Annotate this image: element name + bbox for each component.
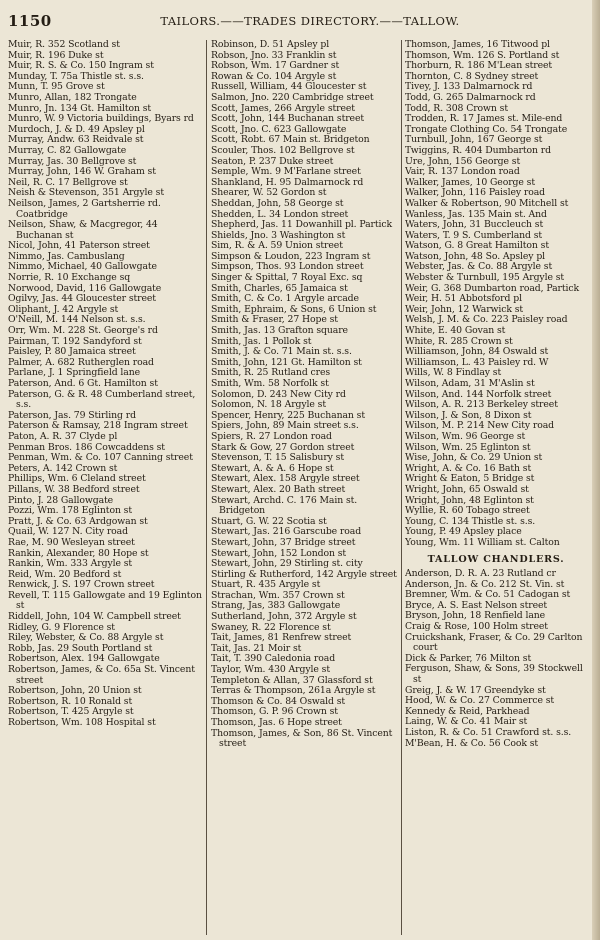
directory-entry: Pratt, J. & Co. 63 Ardgowan st	[8, 515, 148, 527]
directory-entry: Anderson, D. R. A. 23 Rutland cr	[405, 568, 556, 580]
directory-entry: Strang, Jas, 383 Gallowgate	[211, 600, 341, 612]
directory-entry: Pairman, T. 192 Sandyford st	[8, 335, 142, 347]
directory-entry: Spencer, Henry, 225 Buchanan st	[211, 409, 365, 421]
directory-entry: Paisley, P. 80 Jamaica street	[8, 346, 136, 358]
directory-entry: Muir, R. 196 Duke st	[8, 49, 104, 61]
directory-entry: Watson, John, 48 So. Apsley pl	[405, 250, 546, 262]
directory-entry: Murray, Andw. 63 Reidvale st	[8, 134, 144, 146]
directory-entry: Ure, John, 156 George st	[405, 155, 521, 167]
directory-entry: Rankin, Wm. 333 Argyle st	[8, 558, 133, 570]
directory-entry: Walker & Robertson, 90 Mitchell st	[405, 197, 569, 209]
directory-entry: Penman, Wm. & Co. 107 Canning street	[8, 452, 193, 464]
directory-entry: Wilson, Wm. 25 Eglinton st	[405, 441, 531, 453]
directory-entry: Scott, Jno. C. 623 Gallowgate	[211, 123, 347, 135]
directory-entry: Todd, R. 308 Crown st	[405, 102, 508, 114]
directory-entry: Revell, T. 115 Gallowgate and 19 Eglinton st	[8, 589, 202, 612]
directory-entry: Wise, John, & Co. 29 Union st	[405, 452, 543, 464]
directory-entry: Stark & Gow, 27 Gordon street	[211, 441, 355, 453]
directory-entry: Young, P. 49 Apsley place	[405, 526, 522, 538]
directory-entry: Spiers, R. 27 London road	[211, 430, 332, 442]
directory-entry: Stewart, John, 37 Bridge street	[211, 536, 356, 548]
directory-entry: Neilson, James, 2 Gartsherrie rd. Coatbridge	[8, 197, 161, 220]
directory-entry: Anderson, Jn. & Co. 212 St. Vin. st	[405, 578, 565, 590]
directory-entry: Rankin, Alexander, 80 Hope st	[8, 547, 149, 559]
directory-entry: Weir, H. 51 Abbotsford pl	[405, 293, 522, 305]
directory-entry: Renwick, J. S. 197 Crown street	[8, 579, 155, 591]
directory-entry: Neilson, Shaw, & Macgregor, 44 Buchanan st	[8, 219, 158, 241]
directory-entry: Pozzi, Wm. 178 Eglinton st	[8, 505, 132, 517]
directory-entry: Quail, W. 127 N. City road	[8, 526, 128, 538]
directory-entry: Sim, R. & A. 59 Union street	[211, 240, 343, 252]
directory-entry: Smith, John, 121 Gt. Hamilton st	[211, 356, 362, 368]
directory-entry: Ridley, G. 9 Florence st	[8, 621, 115, 633]
directory-entry: Smith, J. & Co. 71 Main st. s.s.	[211, 346, 352, 358]
directory-entry: Scouler, Thos. 102 Bellgrove st	[211, 144, 355, 156]
directory-entry: Wyllie, R. 60 Tobago street	[405, 505, 530, 517]
directory-entry: Murray, John, 146 W. Graham st	[8, 166, 156, 178]
directory-entry: Peters, A. 142 Crown st	[8, 462, 118, 474]
directory-entry: Smith & Fraser, 27 Hope st	[211, 314, 338, 326]
directory-entry: Cruickshank, Fraser, & Co. 29 Carlton court	[405, 631, 583, 654]
directory-entry: Russell, William, 44 Gloucester st	[211, 81, 367, 93]
directory-entry: Stirling & Rutherford, 142 Argyle street	[211, 568, 397, 580]
directory-entry: Semple, Wm. 9 M'Farlane street	[211, 166, 361, 178]
directory-entry: Shankland, H. 95 Dalmarnock rd	[211, 176, 364, 188]
directory-entry: Stewart, Alex. 20 Bath street	[211, 483, 346, 495]
directory-entry: Scott, Robt. 67 Main st. Bridgeton	[211, 134, 370, 146]
directory-entry: Wright, John, 48 Eglinton st	[405, 494, 534, 506]
directory-entry: Thomson, Wm. 126 S. Portland st	[405, 49, 560, 61]
directory-entry: Murray, Jas. 30 Bellgrove st	[8, 155, 137, 167]
directory-entry: Taylor, Wm. 430 Argyle st	[211, 664, 330, 676]
directory-entry: Wilson, Wm. 96 George st	[405, 430, 526, 442]
directory-entry: Wilson, And. 144 Norfolk street	[405, 388, 552, 400]
directory-entry: Nimmo, Michael, 40 Gallowgate	[8, 261, 157, 273]
page-number: 1150	[8, 12, 52, 30]
directory-entry: Stuart, G. W. 22 Scotia st	[211, 515, 327, 527]
directory-entry: Wilson, Adam, 31 M'Aslin st	[405, 378, 535, 389]
section-heading: TALLOW CHANDLERS.	[427, 553, 565, 565]
directory-entry: Phillips, Wm. 6 Cleland street	[8, 473, 146, 485]
directory-entry: Strachan, Wm. 357 Crown st	[211, 589, 345, 601]
directory-entry: Thomson, G. P. 96 Crown st	[211, 706, 338, 718]
directory-entry: M'Bean, H. & Co. 56 Cook st	[405, 737, 539, 749]
directory-entry: Templeton & Allan, 37 Glassford st	[211, 674, 373, 686]
directory-entry: Shedden, L. 34 London street	[211, 208, 349, 220]
directory-entry: Munro, W. 9 Victoria buildings, Byars rd	[8, 113, 194, 125]
directory-entry: Twiggins, R. 404 Dumbarton rd	[405, 144, 551, 156]
directory-entry: Tivey, J. 133 Dalmarnock rd	[405, 81, 533, 93]
directory-entry: Stewart, John, 29 Stirling st. city	[211, 558, 363, 570]
directory-entry: Riley, Webster, & Co. 88 Argyle st	[8, 632, 164, 644]
directory-entry: Hood, W. & Co. 27 Commerce st	[405, 695, 555, 707]
directory-entry: Ferguson, Shaw, & Sons, 39 Stockwell st	[405, 663, 583, 686]
directory-entry: Nimmo, Jas. Cambuslang	[8, 250, 125, 262]
directory-entry: Stewart, John, 152 London st	[211, 547, 347, 559]
directory-entry: Parlane, J. 1 Springfield lane	[8, 367, 141, 379]
directory-entry: Laing, W. & Co. 41 Mair st	[405, 716, 528, 728]
directory-entry: Williamson, L. 43 Paisley rd. W	[405, 356, 549, 368]
directory-entry: Craig & Rose, 100 Holm street	[405, 621, 548, 633]
directory-entry: Walker, John, 116 Paisley road	[405, 187, 545, 199]
directory-entry: Todd, G. 265 Dalmarnock rd	[405, 91, 536, 103]
directory-entry: Bryce, A. S. East Nelson street	[405, 599, 548, 611]
directory-entry: Muir, R. S. & Co. 150 Ingram st	[8, 60, 154, 72]
directory-entry: Turnbull, John, 167 George st	[405, 134, 543, 146]
directory-entry: Munn, T. 95 Grove st	[8, 81, 105, 93]
directory-entry: Murdoch, J. & D. 49 Apsley pl	[8, 123, 145, 135]
directory-entry: Waters, T. 9 S. Cumberland st	[405, 229, 543, 241]
directory-entry: Sheddan, John, 58 George st	[211, 197, 344, 209]
directory-entry: Singer & Spittal, 7 Royal Exc. sq	[211, 272, 363, 284]
directory-entry: Webster & Turnbull, 195 Argyle st	[405, 272, 565, 284]
directory-entry: Young, C. 134 Thistle st. s.s.	[405, 515, 536, 527]
directory-entry: Robertson, Wm. 108 Hospital st	[8, 717, 156, 728]
directory-entry: Norrie, R. 10 Exchange sq	[8, 272, 131, 284]
directory-entry: Rowan & Co. 104 Argyle st	[211, 70, 337, 82]
directory-entry: Solomon, D. 243 New City rd	[211, 388, 346, 400]
directory-entry: Salmon, Jno. 220 Cambridge street	[211, 91, 374, 103]
directory-entry: Wills, W. 8 Findlay st	[405, 367, 502, 379]
directory-entry: Shields, Jno. 3 Washington st	[211, 229, 346, 241]
directory-entry: Thomson & Co. 84 Oswald st	[211, 695, 346, 707]
directory-entry: Pinto, J. 28 Gallowgate	[8, 494, 114, 506]
directory-entry: Shearer, W. 52 Gordon st	[211, 187, 327, 199]
directory-entry: Bryson, John, 18 Renfield lane	[405, 610, 546, 622]
directory-entry: Tait, Jas. 21 Moir st	[211, 642, 302, 654]
directory-entry: Robson, Jno. 33 Franklin st	[211, 49, 337, 61]
directory-entry: Bremner, Wm. & Co. 51 Cadogan st	[405, 589, 571, 601]
directory-entry: Sutherland, John, 372 Argyle st	[211, 611, 357, 623]
directory-entry: Kennedy & Reid, Parkhead	[405, 705, 530, 717]
directory-entry: Stewart, Alex. 158 Argyle street	[211, 473, 360, 485]
directory-entry: Smith, R. 25 Rutland cres	[211, 367, 331, 379]
directory-entry: Robb, Jas. 29 South Portland st	[8, 642, 153, 654]
directory-entry: Scott, John, 144 Buchanan street	[211, 113, 364, 125]
directory-entry: Stuart, R. 435 Argyle st	[211, 579, 321, 591]
directory-entry: Stewart, Archd. C. 176 Main st. Bridgeton	[211, 494, 358, 517]
directory-entry: Munday, T. 75a Thistle st. s.s.	[8, 70, 144, 82]
directory-entry: Pillans, W. 38 Bedford street	[8, 483, 140, 495]
directory-entry: Liston, R. & Co. 51 Crawford st. s.s.	[405, 727, 572, 738]
directory-entry: Robertson, James, & Co. 65a St. Vincent street	[8, 664, 195, 686]
directory-entry: Munro, Jn. 134 Gt. Hamilton st	[8, 102, 152, 114]
directory-entry: Terras & Thompson, 261a Argyle st	[211, 685, 376, 697]
directory-entry: Simpson & Loudon, 223 Ingram st	[211, 250, 371, 262]
directory-entry: Weir, John, 12 Warwick st	[405, 303, 524, 315]
directory-entry: Trongate Clothing Co. 54 Trongate	[405, 123, 568, 135]
directory-entry: White, R. 285 Crown st	[405, 335, 513, 347]
column-1	[8, 40, 202, 935]
directory-entry: Stewart, Jas. 216 Garscube road	[211, 526, 362, 538]
directory-entry: Vair, R. 137 London road	[405, 166, 520, 178]
directory-entry: Neish & Stevenson, 351 Argyle st	[8, 187, 164, 199]
directory-entry: Wright, A. & Co. 16 Bath st	[405, 462, 532, 474]
directory-entry: Reid, Wm. 20 Bedford st	[8, 568, 122, 580]
directory-entry: Thomson, Jas. 6 Hope street	[211, 717, 342, 728]
directory-entry: Wanless, Jas. 135 Main st. And	[405, 208, 547, 220]
directory-entry: Robertson, John, 20 Union st	[8, 685, 142, 697]
directory-entry: Shepherd, Jas. 11 Dowanhill pl. Partick	[211, 219, 393, 231]
directory-entry: Thornton, C. 8 Sydney street	[405, 70, 539, 82]
directory-entry: Paton, A. R. 37 Clyde pl	[8, 430, 118, 442]
directory-entry: Smith, C. & Co. 1 Argyle arcade	[211, 293, 359, 305]
directory-entry: Greig, J. & W. 17 Greendyke st	[405, 684, 546, 696]
directory-entry: Webster, Jas. & Co. 88 Argyle st	[405, 261, 553, 273]
directory-entry: Murray, C. 82 Gallowgate	[8, 144, 127, 156]
directory-entry: Neil, R. C. 17 Bellgrove st	[8, 176, 128, 188]
directory-entry: Penman Bros. 186 Cowcaddens st	[8, 441, 165, 453]
directory-entry: Smith, Jas. 1 Pollok st	[211, 335, 312, 347]
directory-entry: Welsh, J. M. & Co. 223 Paisley road	[405, 314, 568, 326]
directory-entry: Stevenson, T. 15 Salisbury st	[211, 452, 344, 464]
directory-entry: Smith, Ephraim, & Sons, 6 Union st	[211, 303, 377, 315]
directory-entry: Muir, R. 352 Scotland st	[8, 40, 120, 50]
directory-entry: Paterson & Ramsay, 218 Ingram street	[8, 420, 188, 432]
directory-entry: Munro, Allan, 182 Trongate	[8, 91, 137, 103]
column-divider	[401, 40, 402, 935]
directory-entry: Weir, G. 368 Dumbarton road, Partick	[405, 282, 580, 294]
directory-entry: Williamson, John, 84 Oswald st	[405, 346, 549, 358]
directory-entry: Smith, Wm. 58 Norfolk st	[211, 378, 329, 389]
directory-entry: Rae, M. 90 Wesleyan street	[8, 536, 135, 548]
directory-entry: O'Neill, M. 144 Nelson st. s.s.	[8, 314, 146, 326]
directory-entry: Walker, James, 10 George st	[405, 176, 535, 188]
directory-entry: Riddell, John, 104 W. Campbell street	[8, 611, 181, 623]
directory-entry: Waters, John, 31 Buccleuch st	[405, 219, 544, 231]
directory-entry: Wilson, J. & Son, 8 Dixon st	[405, 409, 532, 421]
directory-entry: Thomson, James, 16 Titwood pl	[405, 40, 550, 50]
directory-entry: Wright & Eaton, 5 Bridge st	[405, 473, 535, 485]
directory-entry: Norwood, David, 116 Gallowgate	[8, 282, 162, 294]
directory-entry: Oliphant, J. 42 Argyle st	[8, 303, 119, 315]
directory-entry: Trodden, R. 17 James st. Mile-end	[405, 113, 563, 125]
directory-entry: Ogilvy, Jas. 44 Gloucester street	[8, 293, 156, 305]
directory-entry: White, E. 40 Govan st	[405, 325, 506, 337]
running-head: TAILORS.——TRADES DIRECTORY.——TALLOW.	[160, 14, 460, 28]
directory-entry: Robertson, Alex. 194 Gallowgate	[8, 653, 160, 665]
page-edge	[592, 0, 600, 940]
directory-entry: Smith, Charles, 65 Jamaica st	[211, 282, 348, 294]
directory-entry: Paterson, And. 6 Gt. Hamilton st	[8, 378, 158, 389]
directory-entry: Tait, James, 81 Renfrew street	[211, 632, 352, 644]
directory-entry: Nicol, John, 41 Paterson street	[8, 240, 150, 252]
directory-entry: Palmer, A. 682 Rutherglen road	[8, 356, 154, 368]
directory-entry: Tait, T. 390 Caledonia road	[211, 653, 336, 665]
column-2	[211, 40, 398, 935]
directory-entry: Wright, John, 65 Oswald st	[405, 483, 529, 495]
column-divider	[206, 40, 207, 935]
directory-entry: Spiers, John, 89 Main street s.s.	[211, 420, 359, 432]
directory-entry: Thorburn, R. 186 M'Lean street	[405, 60, 553, 72]
directory-entry: Paterson, G. & R. 48 Cumberland street, s.s.	[8, 388, 196, 411]
directory-entry: Solomon, N. 18 Argyle st	[211, 399, 326, 411]
directory-entry: Stewart, A. & A. 6 Hope st	[211, 462, 334, 474]
page-header	[0, 0, 600, 36]
directory-entry: Seaton, P. 237 Duke street	[211, 155, 334, 167]
directory-entry: Wilson, A. R. 213 Berkeley street	[405, 399, 558, 411]
directory-entry: Orr, Wm. M. 228 St. George's rd	[8, 325, 158, 337]
directory-entry: Swaney, R. 22 Florence st	[211, 621, 331, 633]
directory-entry: Dick & Parker, 76 Milton st	[405, 652, 532, 664]
directory-entry: Watson, G. 8 Great Hamilton st	[405, 240, 549, 252]
directory-entry: Paterson, Jas. 79 Stirling rd	[8, 409, 136, 421]
directory-entry: Scott, James, 266 Argyle street	[211, 102, 355, 114]
column-3	[405, 40, 587, 935]
directory-entry: Smith, Jas. 13 Grafton square	[211, 325, 348, 337]
directory-entry: Thomson, James, & Son, 86 St. Vincent street	[211, 727, 393, 750]
directory-entry: Robertson, T. 425 Argyle st	[8, 706, 134, 718]
directory-entry: Robinson, D. 51 Apsley pl	[211, 40, 330, 50]
directory-entry: Young, Wm. 11 William st. Calton	[405, 536, 560, 548]
directory-entry: Wilson, M. P. 214 New City road	[405, 420, 555, 432]
directory-entry: Robertson, R. 10 Ronald st	[8, 695, 133, 707]
directory-entry: Robson, Wm. 17 Gardner st	[211, 60, 340, 72]
directory-entry: Simpson, Thos. 93 London street	[211, 261, 364, 273]
